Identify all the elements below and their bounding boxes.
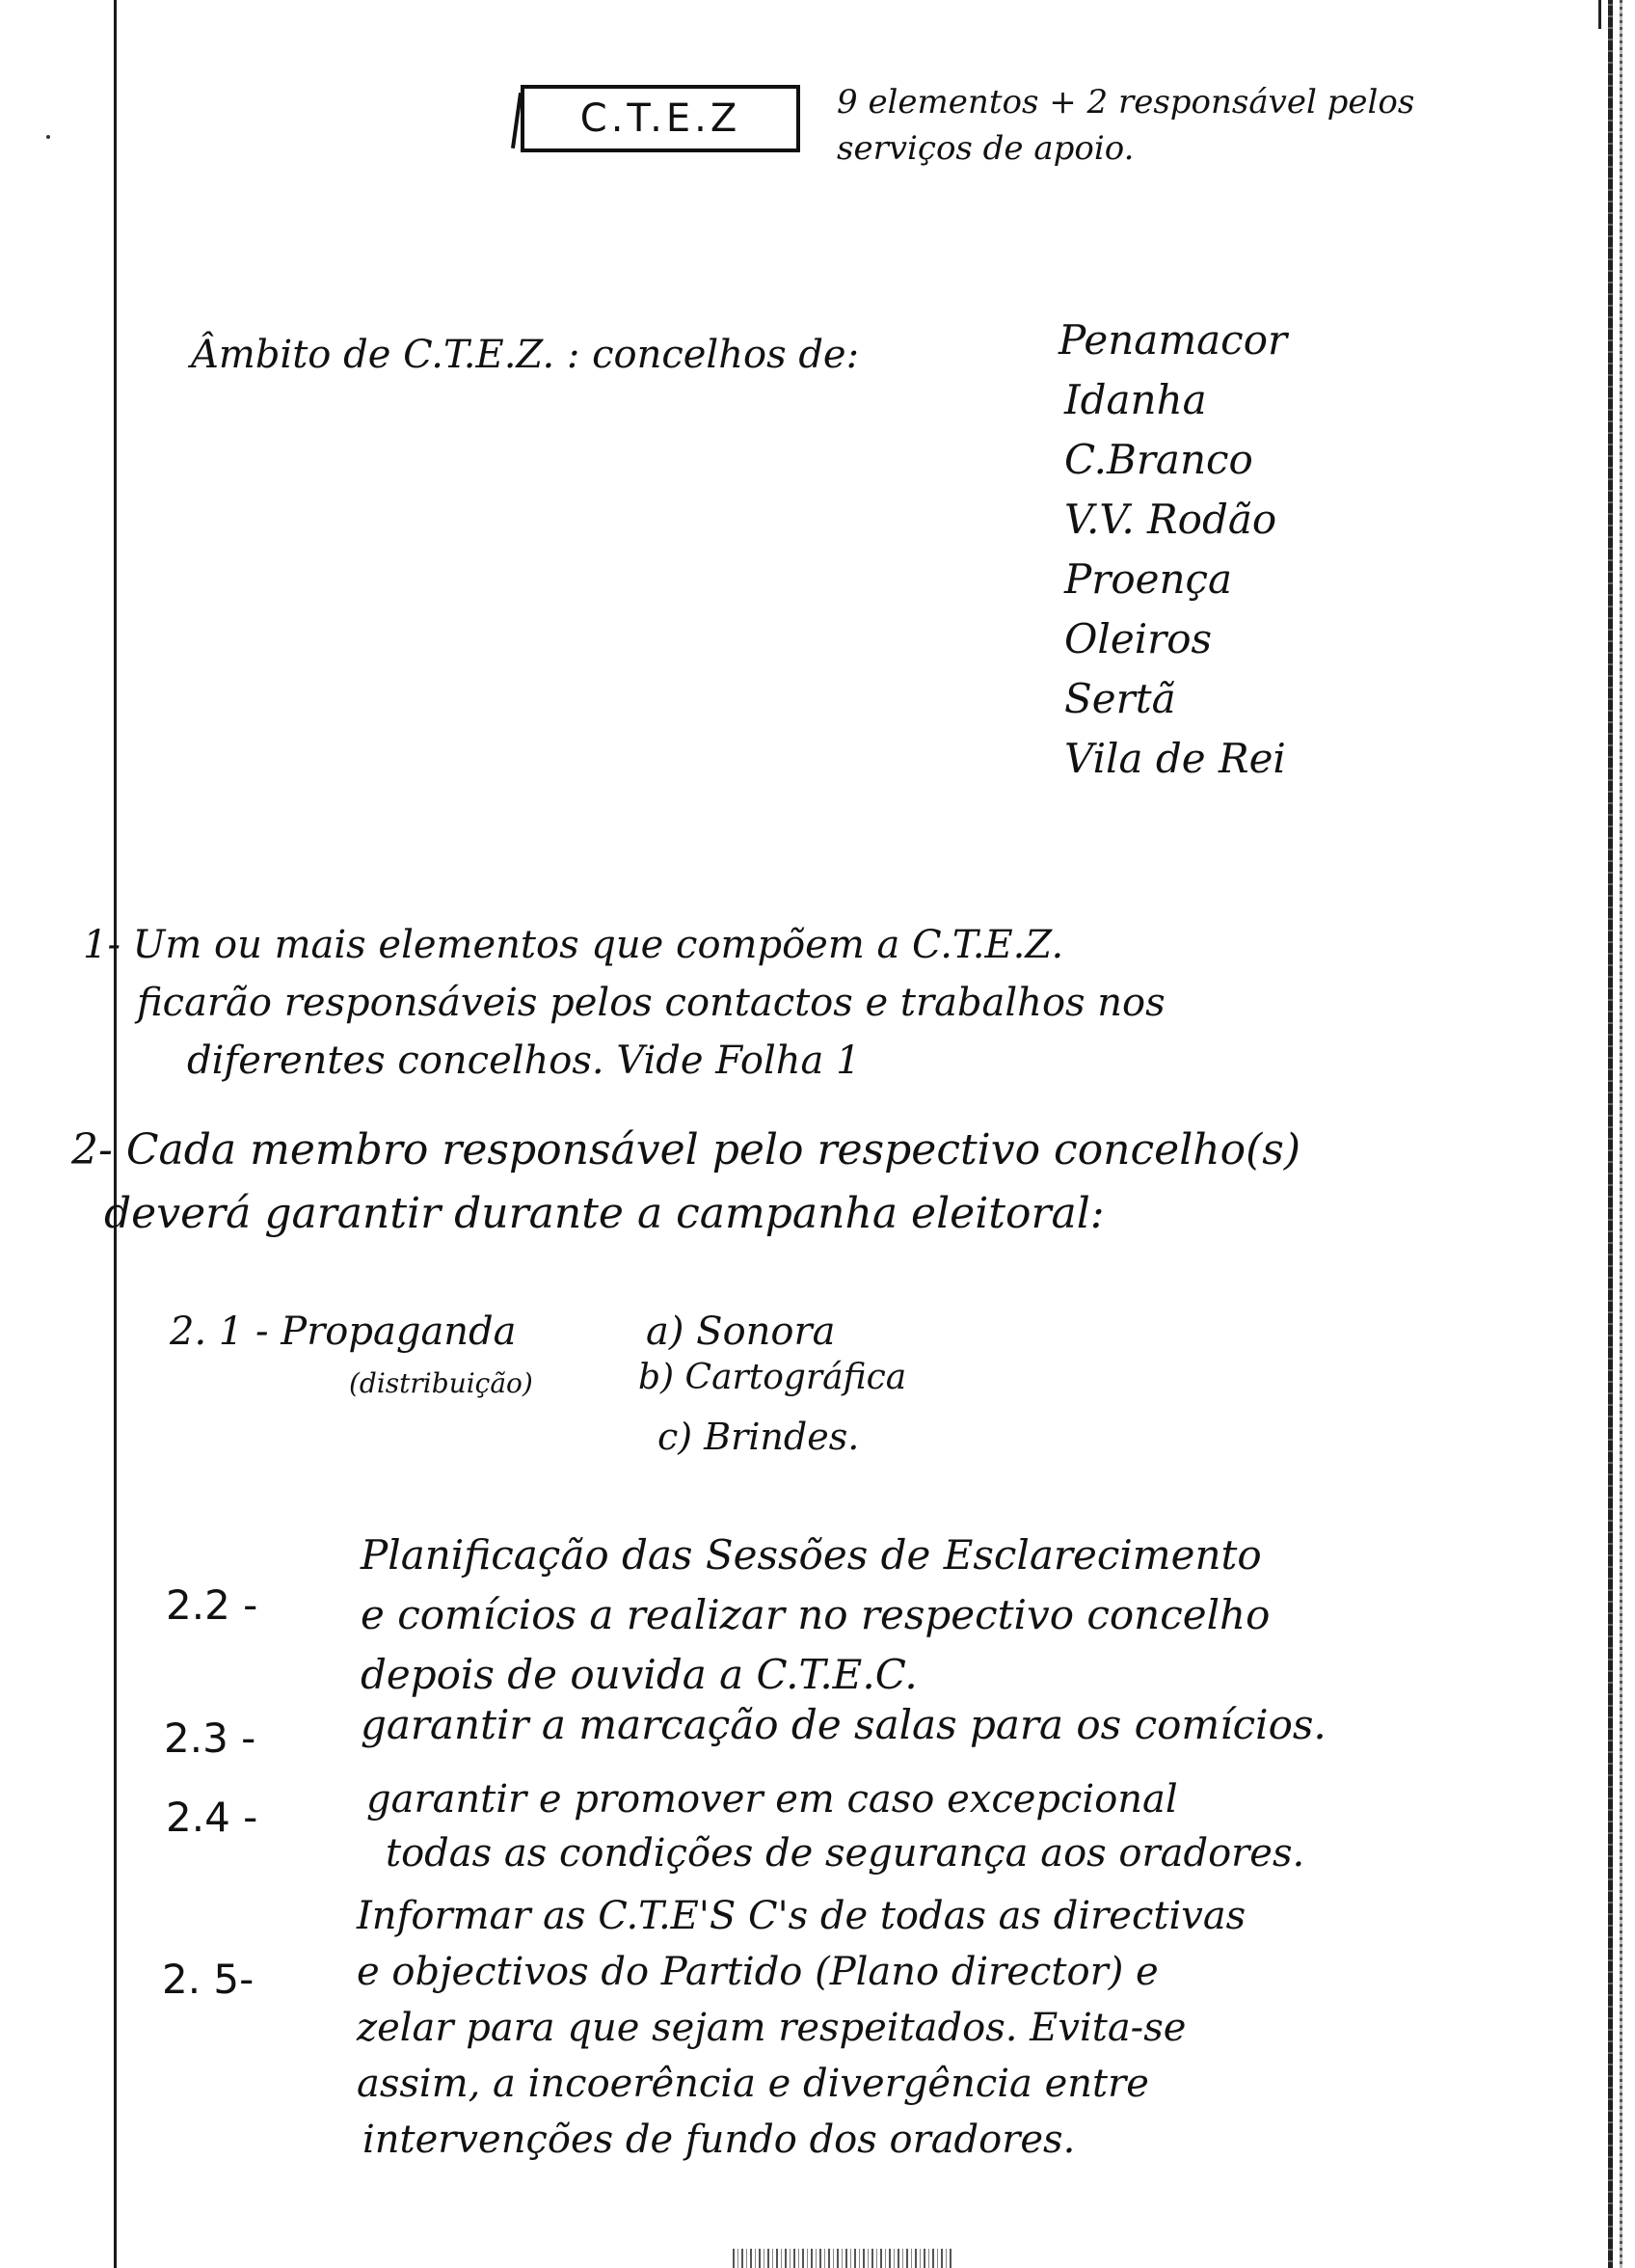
- right-edge-shadow-2: [1620, 0, 1622, 2268]
- concelho-item: Penamacor: [1059, 316, 1288, 364]
- item-2-line-2: deverá garantir durante a campanha eleitoral:: [104, 1189, 1105, 1238]
- concelho-item: Sertã: [1064, 675, 1176, 722]
- item-2-5-line-1: Informar as C.T.E'S C's de todas as directivas: [357, 1894, 1246, 1938]
- concelho-item: Proença: [1064, 555, 1233, 603]
- item-2-3-number: 2.3 -: [164, 1714, 256, 1762]
- item-2-1-option-c: c) Brindes.: [657, 1416, 860, 1458]
- item-2-2-line-1: Planificação das Sessões de Esclarecimento: [361, 1531, 1262, 1579]
- scan-barcode-strip: [733, 2249, 954, 2268]
- item-2-2: [361, 1526, 1270, 1705]
- header-note-line-1: 9 elementos + 2 responsável pelos: [837, 83, 1415, 122]
- header-note: [837, 79, 1414, 172]
- item-2-4-line-2: todas as condições de segurança aos oradores.: [386, 1831, 1305, 1876]
- item-2-2-line-2: e comícios a realizar no respectivo concelho: [361, 1591, 1271, 1638]
- header-note-line-2: serviços de apoio.: [837, 129, 1135, 168]
- concelho-item: V.V. Rodão: [1064, 496, 1277, 543]
- concelho-item: C.Branco: [1064, 436, 1253, 483]
- item-2-line-1: 2- Cada membro responsável pelo respectivo concelho(s): [71, 1125, 1301, 1174]
- item-1-line-1: 1- Um ou mais elementos que compõem a C.T.E.Z.: [83, 923, 1064, 967]
- item-2-5-line-2: e objectivos do Partido (Plano director) e: [357, 1950, 1159, 1994]
- item-2-4-number: 2.4 -: [166, 1794, 258, 1841]
- concelho-item: Oleiros: [1064, 615, 1213, 662]
- item-2-5-line-4: assim, a incoerência e divergência entre: [357, 2062, 1149, 2106]
- concelho-list: [1059, 310, 1287, 789]
- right-edge-shadow: [1608, 0, 1613, 2268]
- item-2-2-line-3: depois de ouvida a C.T.E.C.: [361, 1651, 918, 1698]
- item-2-2-number: 2.2 -: [166, 1581, 258, 1629]
- item-2-3-text: garantir a marcação de salas para os comícios.: [361, 1701, 1327, 1748]
- item-2-5: [357, 1888, 1246, 2168]
- item-2-1-label: 2. 1 - Propaganda: [170, 1310, 517, 1354]
- concelho-item: Vila de Rei: [1064, 735, 1286, 782]
- item-1-line-3: diferentes concelhos. Vide Folha 1: [187, 1039, 861, 1083]
- item-1-line-2: ficarão responsáveis pelos contactos e trabalhos nos: [137, 981, 1166, 1025]
- title-box: [521, 85, 800, 152]
- scan-speck: [46, 135, 50, 139]
- ambito-label: Âmbito de C.T.E.Z. : concelhos de:: [191, 333, 860, 377]
- item-2-5-line-5: intervenções de fundo dos oradores.: [362, 2118, 1076, 2162]
- concelho-item: Idanha: [1064, 376, 1207, 423]
- item-2-1-sublabel: (distribuição): [349, 1367, 533, 1399]
- item-2-1-option-a: a) Sonora: [646, 1310, 836, 1354]
- item-2-1-option-b: b) Cartográfica: [638, 1358, 907, 1397]
- item-2-5-line-3: zelar para que sejam respeitados. Evita-se: [357, 2006, 1187, 2050]
- document-title: C.T.E.Z: [579, 96, 741, 141]
- item-2-4: [366, 1772, 1304, 1880]
- item-2-4-line-1: garantir e promover em caso excepcional: [366, 1777, 1178, 1822]
- item-2-5-number: 2. 5-: [162, 1956, 255, 2003]
- item-2: [71, 1119, 1300, 1246]
- item-1: [83, 916, 1166, 1090]
